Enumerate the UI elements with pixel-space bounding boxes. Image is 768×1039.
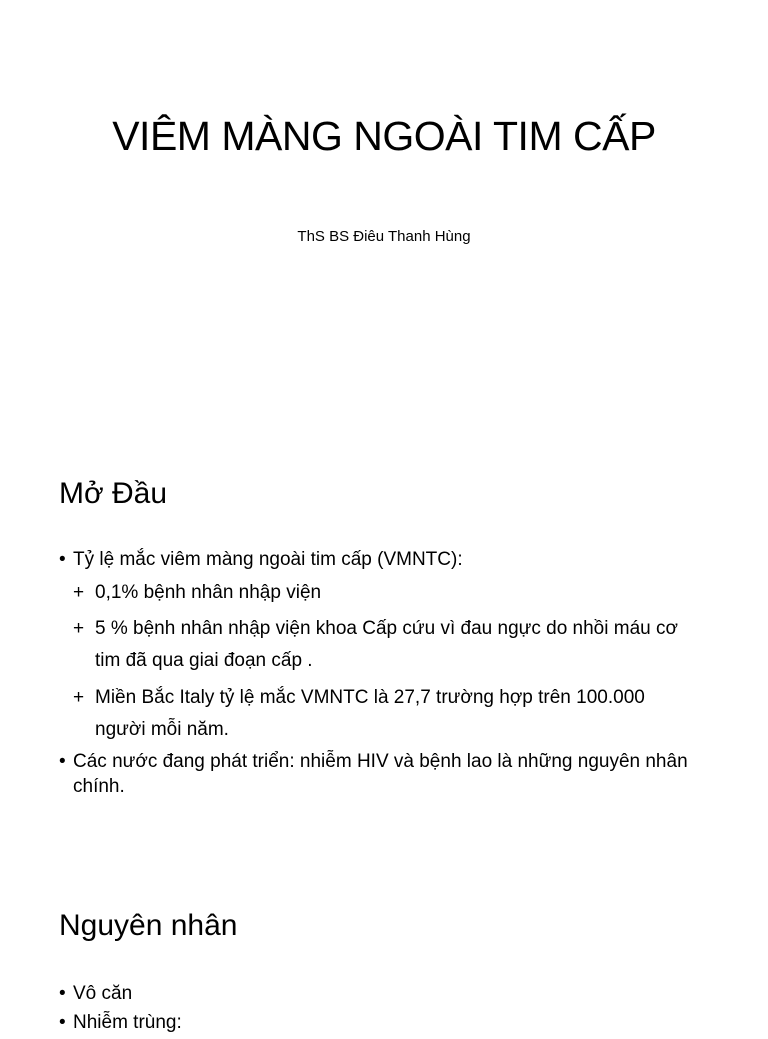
causes-slide	[0, 864, 768, 1033]
bullet-item	[59, 1011, 698, 1036]
bullet-item	[59, 750, 698, 799]
sub-bullet-text: Miền Bắc Italy tỷ lệ mắc VMNTC là 27,7 trường hợp trên 100.000 người mỗi năm.	[95, 686, 645, 740]
bullet-item	[59, 548, 698, 573]
sub-bullet-item	[59, 613, 698, 678]
intro-bullet-list	[59, 548, 698, 804]
causes-bullet-list	[59, 982, 698, 1039]
section-heading-causes: Nguyên nhân	[59, 909, 238, 942]
bullet-text: Tỷ lệ mắc viêm màng ngoài tim cấp (VMNTC):	[73, 549, 463, 570]
bullet-dot: •	[59, 1011, 66, 1033]
author-name: ThS BS Điêu Thanh Hùng	[297, 228, 471, 245]
bullet-item	[59, 982, 698, 1007]
plus-marker: +	[73, 686, 85, 708]
bullet-text: Nhiễm trùng:	[73, 1011, 182, 1033]
bullet-text: Các nước đang phát triển: nhiễm HIV và bệnh lao là những nguyên nhân chính.	[73, 751, 688, 797]
title-slide	[0, 0, 768, 432]
bullet-dot: •	[59, 983, 66, 1004]
sub-bullet-text: 0,1% bệnh nhân nhập viện	[95, 581, 322, 603]
sub-bullet-item	[59, 682, 698, 747]
plus-marker: +	[73, 617, 85, 639]
sub-bullet-text: 5 % bệnh nhân nhập viện khoa Cấp cứu vì đau ngực do nhồi máu cơ tim đã qua giai đoạn cấp .	[95, 617, 678, 672]
section-heading-intro: Mở Đầu	[59, 477, 168, 510]
bullet-text: Vô căn	[73, 983, 133, 1004]
sub-bullet-item	[59, 577, 698, 609]
bullet-dot: •	[59, 549, 66, 570]
presentation-title: VIÊM MÀNG NGOÀI TIM CẤP	[112, 113, 656, 159]
intro-slide	[0, 432, 768, 864]
plus-marker: +	[73, 581, 85, 603]
bullet-dot: •	[59, 751, 66, 773]
